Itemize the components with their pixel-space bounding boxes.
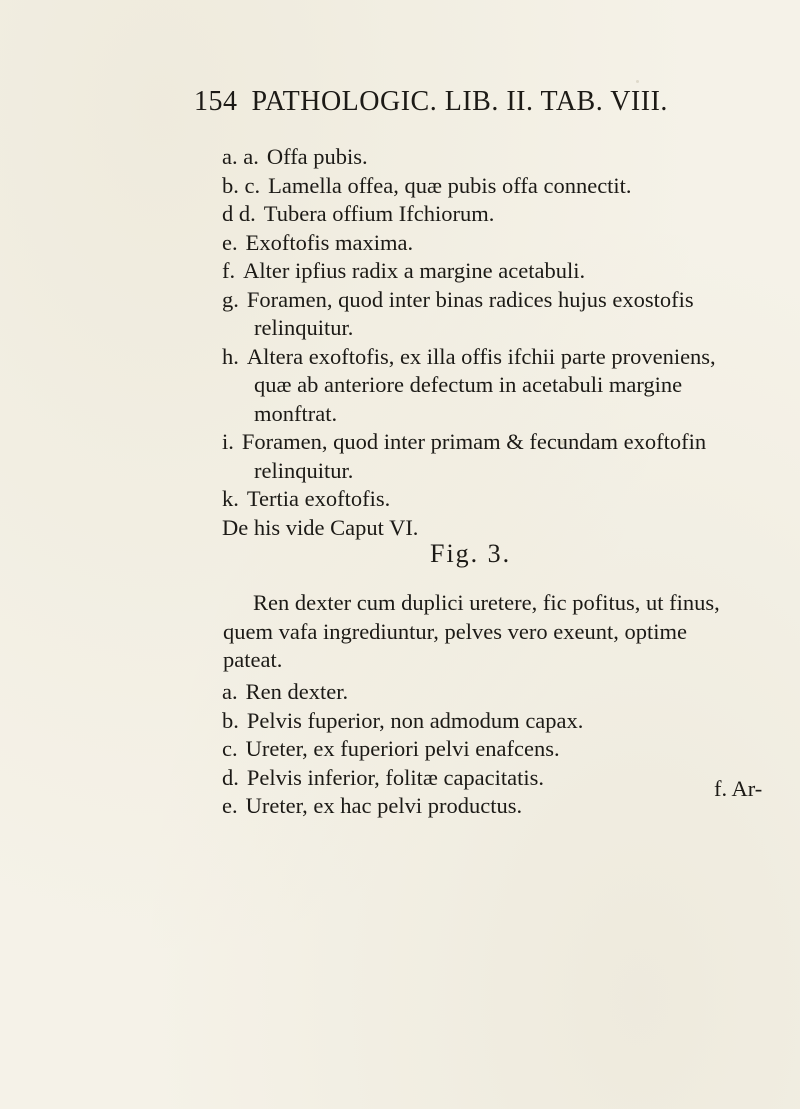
entry-text: Pelvis fuperior, non admodum capax. xyxy=(246,707,584,733)
entry-text: Altera exoftofis, ex illa offis ifchii parte proveniens, quæ ab anteriore defectum in acetabuli margine monftrat. xyxy=(246,343,716,426)
entry-key: h. xyxy=(222,343,239,369)
entry-key: d d. xyxy=(222,201,256,226)
entry-text: Pelvis inferior, folitæ capacitatis. xyxy=(246,764,545,790)
entry-text: Ren dexter. xyxy=(245,679,349,704)
entry-text: Foramen, quod inter primam & fecundam exoftofin relinquitur. xyxy=(241,429,707,483)
running-title: PATHOLOGIC. LIB. II. TAB. VIII. xyxy=(251,86,668,117)
entry-text: Alter ipfius radix a margine acetabuli. xyxy=(243,258,586,283)
entry-key: e. xyxy=(222,229,238,255)
legend-entry xyxy=(222,143,742,172)
figure-description: Ren dexter cum duplici uretere, fic pofitus, ut finus, quem vafa ingrediuntur, pelves vero exeunt, optime pateat. xyxy=(223,590,720,672)
legend-entry xyxy=(222,735,742,764)
legend-entry xyxy=(222,678,742,707)
running-head xyxy=(194,86,668,118)
entry-key: d. xyxy=(222,764,239,790)
entry-key: b. c. xyxy=(222,172,261,198)
entry-key: c. xyxy=(222,736,238,761)
legend-entry xyxy=(222,764,742,793)
entry-text: Tubera offium Ifchiorum. xyxy=(263,201,495,226)
entry-text: Ureter, ex fuperiori pelvi enafcens. xyxy=(245,736,560,761)
entry-text: Ureter, ex hac pelvi productus. xyxy=(245,793,523,818)
legend-entry xyxy=(222,172,742,201)
legend-entry xyxy=(222,229,742,258)
catchword: f. Ar- xyxy=(714,776,763,801)
legend-entry xyxy=(222,792,742,821)
entry-text: Tertia exoftofis. xyxy=(246,486,391,511)
entry-key: i. xyxy=(222,429,234,454)
legend-entry xyxy=(222,485,742,514)
legend-entry xyxy=(222,707,742,736)
legend-entry xyxy=(222,343,742,429)
legend-entry xyxy=(222,428,742,485)
legend-top xyxy=(222,143,742,542)
entry-text: De his vide Caput VI. xyxy=(222,514,419,540)
entry-text: Lamella offea, quæ pubis offa connectit. xyxy=(268,172,632,198)
entry-key: g. xyxy=(222,286,239,312)
cross-reference xyxy=(222,514,742,543)
entry-key: b. xyxy=(222,707,239,733)
figure-heading: Fig. 3. xyxy=(430,539,512,568)
legend-entry xyxy=(222,257,742,286)
entry-text: Exoftofis maxima. xyxy=(245,229,414,255)
entry-key: a. a. xyxy=(222,144,259,169)
entry-key: k. xyxy=(222,486,239,511)
page-number: 154 xyxy=(194,86,238,117)
legend-entry xyxy=(222,200,742,229)
entry-key: a. xyxy=(222,679,238,704)
entry-key: f. xyxy=(222,258,236,283)
entry-text: Offa pubis. xyxy=(266,144,368,169)
entry-text: Foramen, quod inter binas radices hujus exostofis relinquitur. xyxy=(246,286,694,340)
legend-entry xyxy=(222,286,742,343)
legend-bottom xyxy=(222,678,742,821)
paper-stain xyxy=(636,80,639,83)
entry-key: e. xyxy=(222,793,238,818)
